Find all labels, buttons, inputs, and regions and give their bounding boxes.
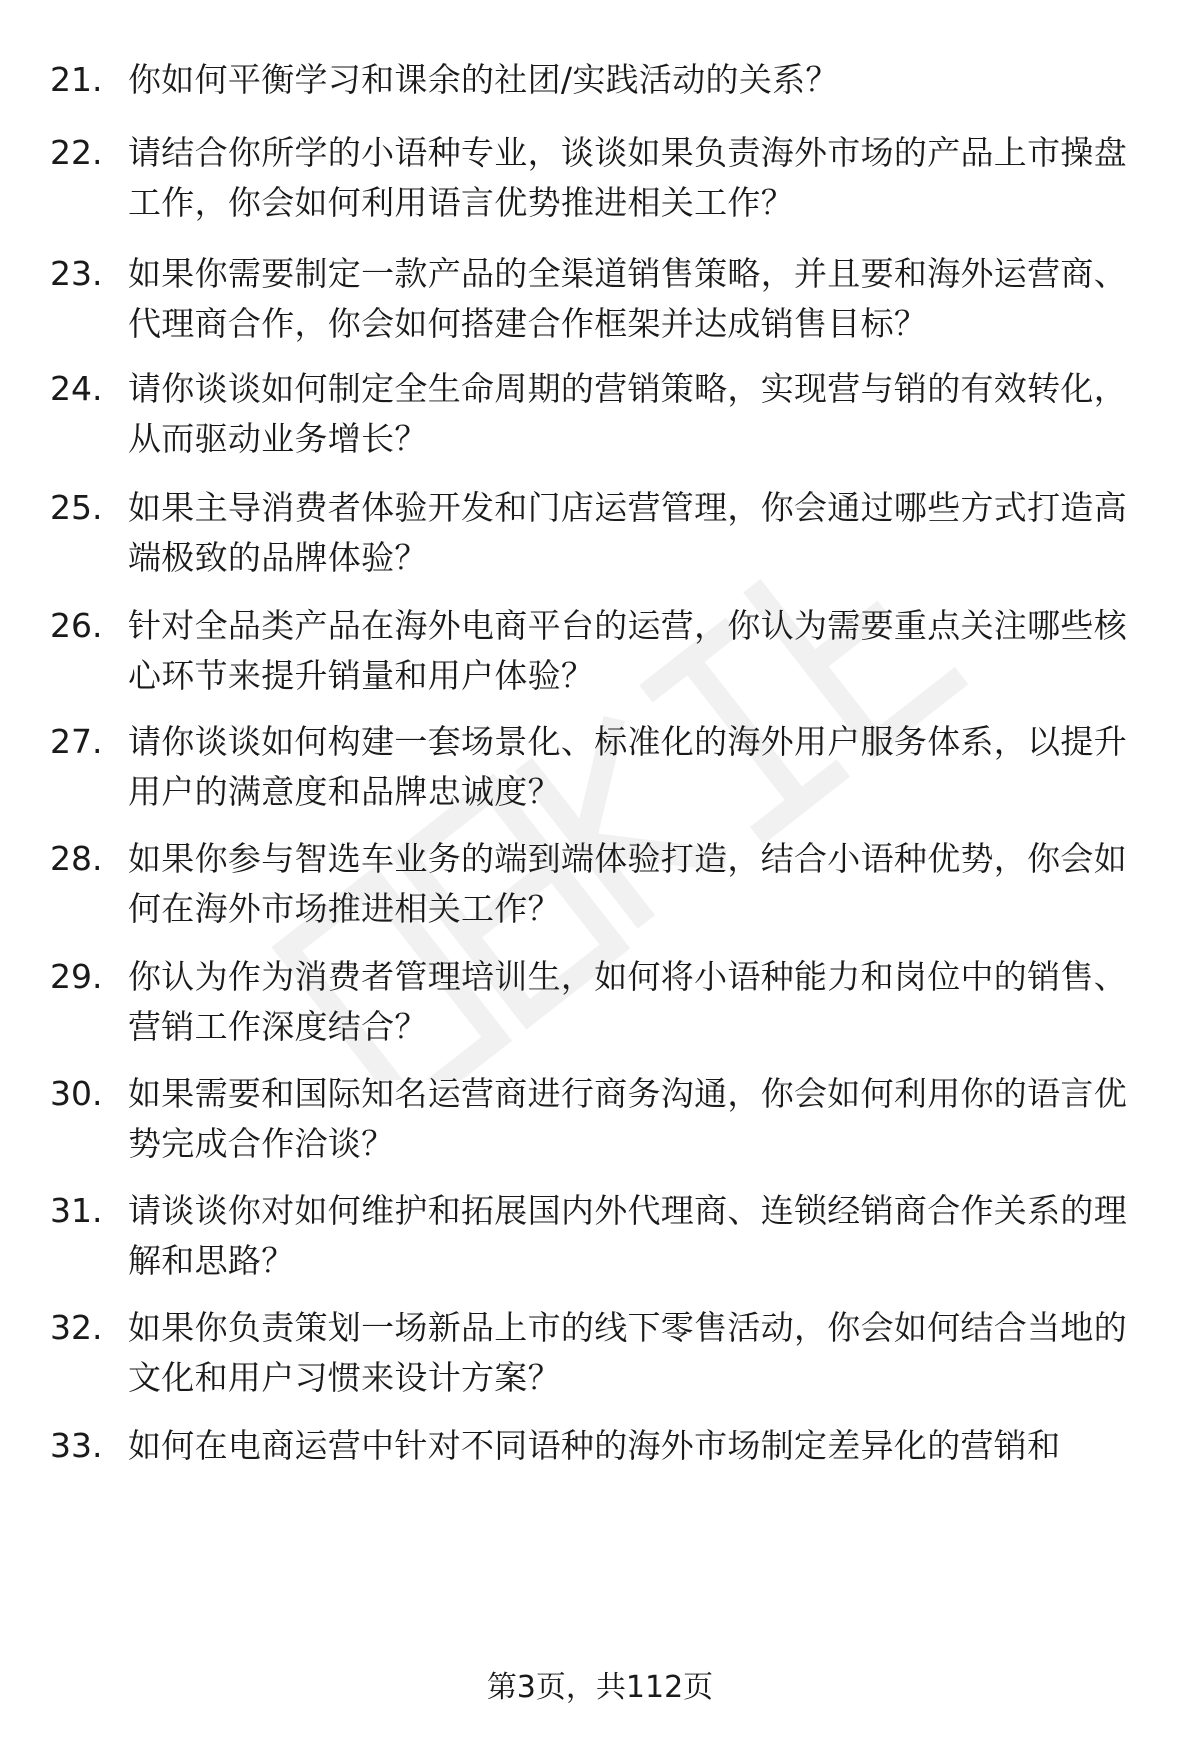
- question-text: 如果你负责策划一场新品上市的线下零售活动，你会如何结合当地的文化和用户习惯来设计方案？: [128, 1308, 1127, 1397]
- question-text: 你如何平衡学习和课余的社团/实践活动的关系？: [128, 60, 839, 99]
- question-text: 如果你需要制定一款产品的全渠道销售策略，并且要和海外运营商、代理商合作，你会如何搭建合作框架并达成销售目标？: [128, 254, 1127, 343]
- question-text: 请你谈谈如何制定全生命周期的营销策略，实现营与销的有效转化，从而驱动业务增长？: [128, 369, 1127, 458]
- question-text: 请你谈谈如何构建一套场景化、标准化的海外用户服务体系，以提升用户的满意度和品牌忠诚度？: [128, 722, 1127, 811]
- question-number: 27.: [50, 722, 103, 761]
- question-number: 25.: [50, 488, 103, 527]
- question-text: 如何在电商运营中针对不同语种的海外市场制定差异化的营销和: [128, 1426, 1061, 1465]
- question-number: 21.: [50, 60, 103, 99]
- question-text: 针对全品类产品在海外电商平台的运营，你认为需要重点关注哪些核心环节来提升销量和用户体验？: [128, 606, 1127, 695]
- question-number: 32.: [50, 1308, 103, 1347]
- question-number: 30.: [50, 1074, 103, 1113]
- question-text: 请结合你所学的小语种专业，谈谈如果负责海外市场的产品上市操盘工作，你会如何利用语言优势推进相关工作？: [128, 133, 1127, 222]
- question-number: 31.: [50, 1191, 103, 1230]
- question-number: 22.: [50, 133, 103, 172]
- question-number: 28.: [50, 839, 103, 878]
- question-text: 你认为作为消费者管理培训生，如何将小语种能力和岗位中的销售、营销工作深度结合？: [128, 957, 1127, 1046]
- question-number: 26.: [50, 606, 103, 645]
- question-number: 23.: [50, 254, 103, 293]
- question-number: 33.: [50, 1426, 103, 1465]
- question-number: 29.: [50, 957, 103, 996]
- question-text: 如果主导消费者体验开发和门店运营管理，你会通过哪些方式打造高端极致的品牌体验？: [128, 488, 1127, 577]
- question-number: 24.: [50, 369, 103, 408]
- question-text: 请谈谈你对如何维护和拓展国内外代理商、连锁经销商合作关系的理解和思路？: [128, 1191, 1127, 1280]
- page-footer: 第3页，共112页: [486, 1670, 714, 1705]
- question-text: 如果你参与智选车业务的端到端体验打造，结合小语种优势，你会如何在海外市场推进相关工作？: [128, 839, 1127, 928]
- question-text: 如果需要和国际知名运营商进行商务沟通，你会如何利用你的语言优势完成合作洽谈？: [128, 1074, 1127, 1163]
